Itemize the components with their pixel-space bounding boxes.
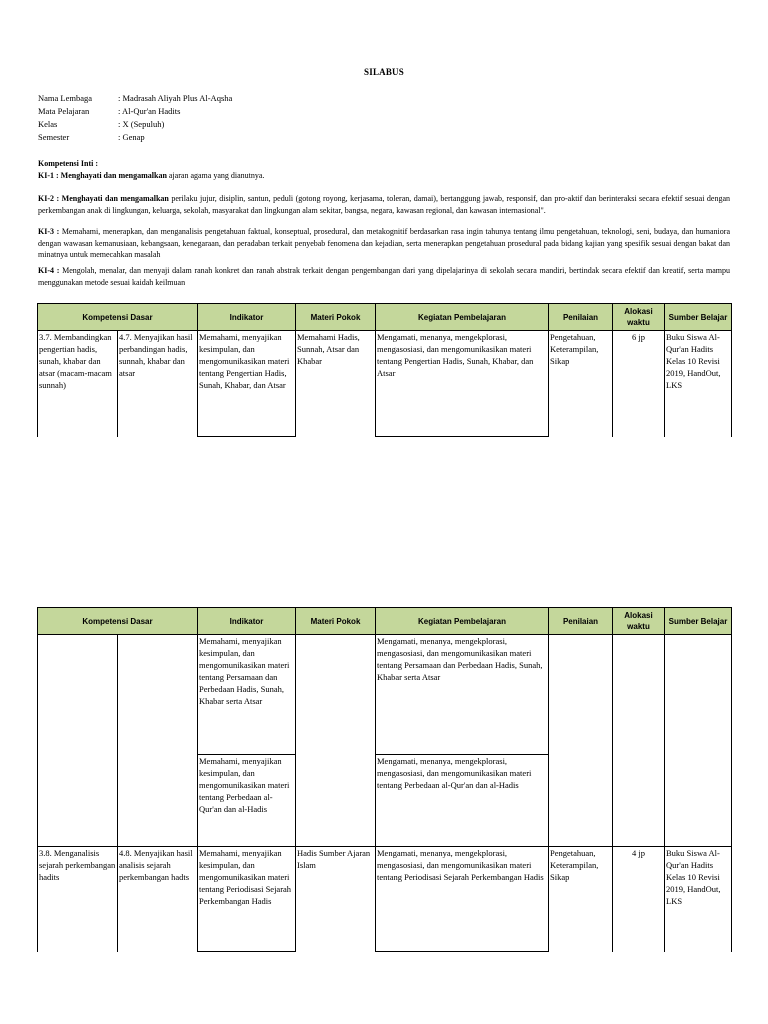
cell-alokasi: 4 jp: [613, 847, 665, 952]
ki-1-text: ajaran agama yang dianutnya.: [166, 171, 265, 180]
identity-label: Mata Pelajaran: [38, 106, 90, 116]
header-materi-pokok: Materi Pokok: [296, 608, 376, 635]
identity-label: Kelas: [38, 119, 58, 129]
ki-2-text: perilaku jujur, disiplin, santun, peduli (gotong royong, kerjasama, toleran, damai), bertanggung jawab, responsif, dan pro-aktif dan berinteraksi secara efektif sesuai dengan perkembangan anak di lingkungan, keluarga, sekolah, masyarakat dan lingkungan alam sekitar, bangsa, negara, kawasan regional, dan kawasan internasional".: [38, 194, 731, 215]
ki-1-code: KI-1 :: [38, 171, 61, 180]
cell-indikator: Memahami, menyajikan kesimpulan, dan mengomunikasikan materi tentang Pengertian Hadis, Sunah, Khabar, dan Atsar: [198, 331, 296, 437]
header-kegiatan: Kegiatan Pembelajaran: [376, 304, 549, 331]
cell-sumber-empty: [665, 635, 732, 847]
ki-3-code: KI-3 :: [38, 227, 62, 236]
header-kompetensi-dasar: Kompetensi Dasar: [38, 608, 198, 635]
ki-2: [38, 193, 730, 216]
cell-indikator: Memahami, menyajikan kesimpulan, dan mengomunikasikan materi tentang Perbedaan al-Qur'an dan al-Hadis: [198, 755, 296, 847]
cell-materi-empty: [296, 635, 376, 847]
cell-kegiatan: Mengamati, menanya, mengekplorasi, mengasosiasi, dan mengomunikasikan materi tentang Pengertian Hadis, Sunah, Khabar, dan Atsar: [376, 331, 549, 437]
ki-heading: [38, 158, 730, 170]
cell-sumber: Buku Siswa Al-Qur'an Hadits Kelas 10 Revisi 2019, HandOut, LKS: [665, 331, 732, 437]
ki-1-bold: Menghayati dan mengamalkan: [60, 171, 167, 180]
ki-4-code: KI-4 :: [38, 266, 63, 275]
table-row: [38, 331, 732, 437]
table-row: [38, 847, 732, 952]
header-alokasi: Alokasi waktu: [613, 608, 665, 635]
cell-penilaian: Pengetahuan, Keterampilan, Sikap: [549, 847, 613, 952]
ki-heading-text: Kompetensi Inti :: [38, 159, 98, 168]
cell-indikator: Memahami, menyajikan kesimpulan, dan mengomunikasikan materi tentang Persamaan dan Perbedaan Hadis, Sunah, Khabar serta Atsar: [198, 635, 296, 755]
identity-value: : Al-Qur'an Hadits: [118, 106, 181, 116]
cell-kd3: 3.8. Menganalisis sejarah perkembangan hadits: [38, 847, 118, 952]
cell-kd4: 4.8. Menyajikan hasil analisis sejarah perkembangan hadts: [118, 847, 198, 952]
ki-3-text: Memahami, menerapkan, dan menganalisis pengetahuan faktual, konseptual, prosedural, dan metakognitif berdasarkan rasa ingin tahunya tentang ilmu pengetahuan, teknologi, seni, budaya, dan humaniora dengan wawasan kemanusiaan, kebangsaan, kenegaraan, dan peradaban terkait penyebab fenomena dan kejadian, serta menerapkan pengetahuan prosedural pada bidang kajian yang spesifik sesuai dengan bakat dan minatnya untuk memecahkan masalah: [38, 227, 730, 259]
cell-kegiatan: Mengamati, menanya, mengekplorasi, mengasosiasi, dan mengomunikasikan materi tentang Periodisasi Sejarah Perkembangan Hadis: [376, 847, 549, 952]
identity-value: : Genap: [118, 132, 145, 142]
cell-materi: Hadis Sumber Ajaran Islam: [296, 847, 376, 952]
header-penilaian: Penilaian: [549, 608, 613, 635]
cell-kd3-empty: [38, 635, 118, 847]
ki-2-code: KI-2 :: [38, 194, 62, 203]
cell-alokasi-empty: [613, 635, 665, 847]
ki-4-text: Mengolah, menalar, dan menyaji dalam ranah konkret dan ranah abstrak terkait dengan pengembangan dari yang dipelajarinya di sekolah secara mandiri, bertindak secara efektif dan kreatif, serta mampu menggunakan metode sesuai kaidah keilmuan: [38, 266, 730, 287]
ki-4: [38, 265, 730, 288]
identity-value: : X (Sepuluh): [118, 119, 165, 129]
ki-1: [38, 170, 730, 182]
table-header-row: [38, 608, 732, 635]
cell-kegiatan: Mengamati, menanya, mengekplorasi, mengasosiasi, dan mengomunikasikan materi tentang Persamaan dan Perbedaan Hadis, Sunah, Khabar serta Atsar: [376, 635, 549, 755]
header-materi-pokok: Materi Pokok: [296, 304, 376, 331]
cell-kd4-empty: [118, 635, 198, 847]
silabus-table-1: [37, 303, 732, 437]
header-sumber: Sumber Belajar: [665, 304, 732, 331]
document-title: SILABUS: [364, 67, 404, 77]
cell-sumber: Buku Siswa Al-Qur'an Hadits Kelas 10 Revisi 2019, HandOut, LKS: [665, 847, 732, 952]
ki-3: [38, 226, 730, 261]
cell-penilaian-empty: [549, 635, 613, 847]
cell-alokasi: 6 jp: [613, 331, 665, 437]
silabus-table-2: [37, 607, 732, 952]
identity-value: : Madrasah Aliyah Plus Al-Aqsha: [118, 93, 233, 103]
header-indikator: Indikator: [198, 608, 296, 635]
header-sumber: Sumber Belajar: [665, 608, 732, 635]
header-alokasi: Alokasi waktu: [613, 304, 665, 331]
cell-indikator: Memahami, menyajikan kesimpulan, dan mengomunikasikan materi tentang Periodisasi Sejarah Perkembangan Hadis: [198, 847, 296, 952]
cell-kd4: 4.7. Menyajikan hasil perbandingan hadis, sunnah, khabar dan atsar: [118, 331, 198, 437]
header-penilaian: Penilaian: [549, 304, 613, 331]
cell-penilaian: Pengetahuan, Keterampilan, Sikap: [549, 331, 613, 437]
header-kompetensi-dasar: Kompetensi Dasar: [38, 304, 198, 331]
table-row: [38, 635, 732, 755]
identity-block: [0, 92, 768, 148]
identity-label: Semester: [38, 132, 70, 142]
cell-kegiatan: Mengamati, menanya, mengekplorasi, mengasosiasi, dan mengomunikasikan materi tentang Perbedaan al-Qur'an dan al-Hadis: [376, 755, 549, 847]
ki-2-bold: Menghayati dan mengamalkan: [61, 194, 169, 203]
cell-materi: Memahami Hadis, Sunnah, Atsar dan Khabar: [296, 331, 376, 437]
header-indikator: Indikator: [198, 304, 296, 331]
cell-kd3: 3.7. Membandingkan pengertian hadis, sunah, khabar dan atsar (macam-macam sunnah): [38, 331, 118, 437]
table-header-row: [38, 304, 732, 331]
identity-label: Nama Lembaga: [38, 93, 93, 103]
header-kegiatan: Kegiatan Pembelajaran: [376, 608, 549, 635]
